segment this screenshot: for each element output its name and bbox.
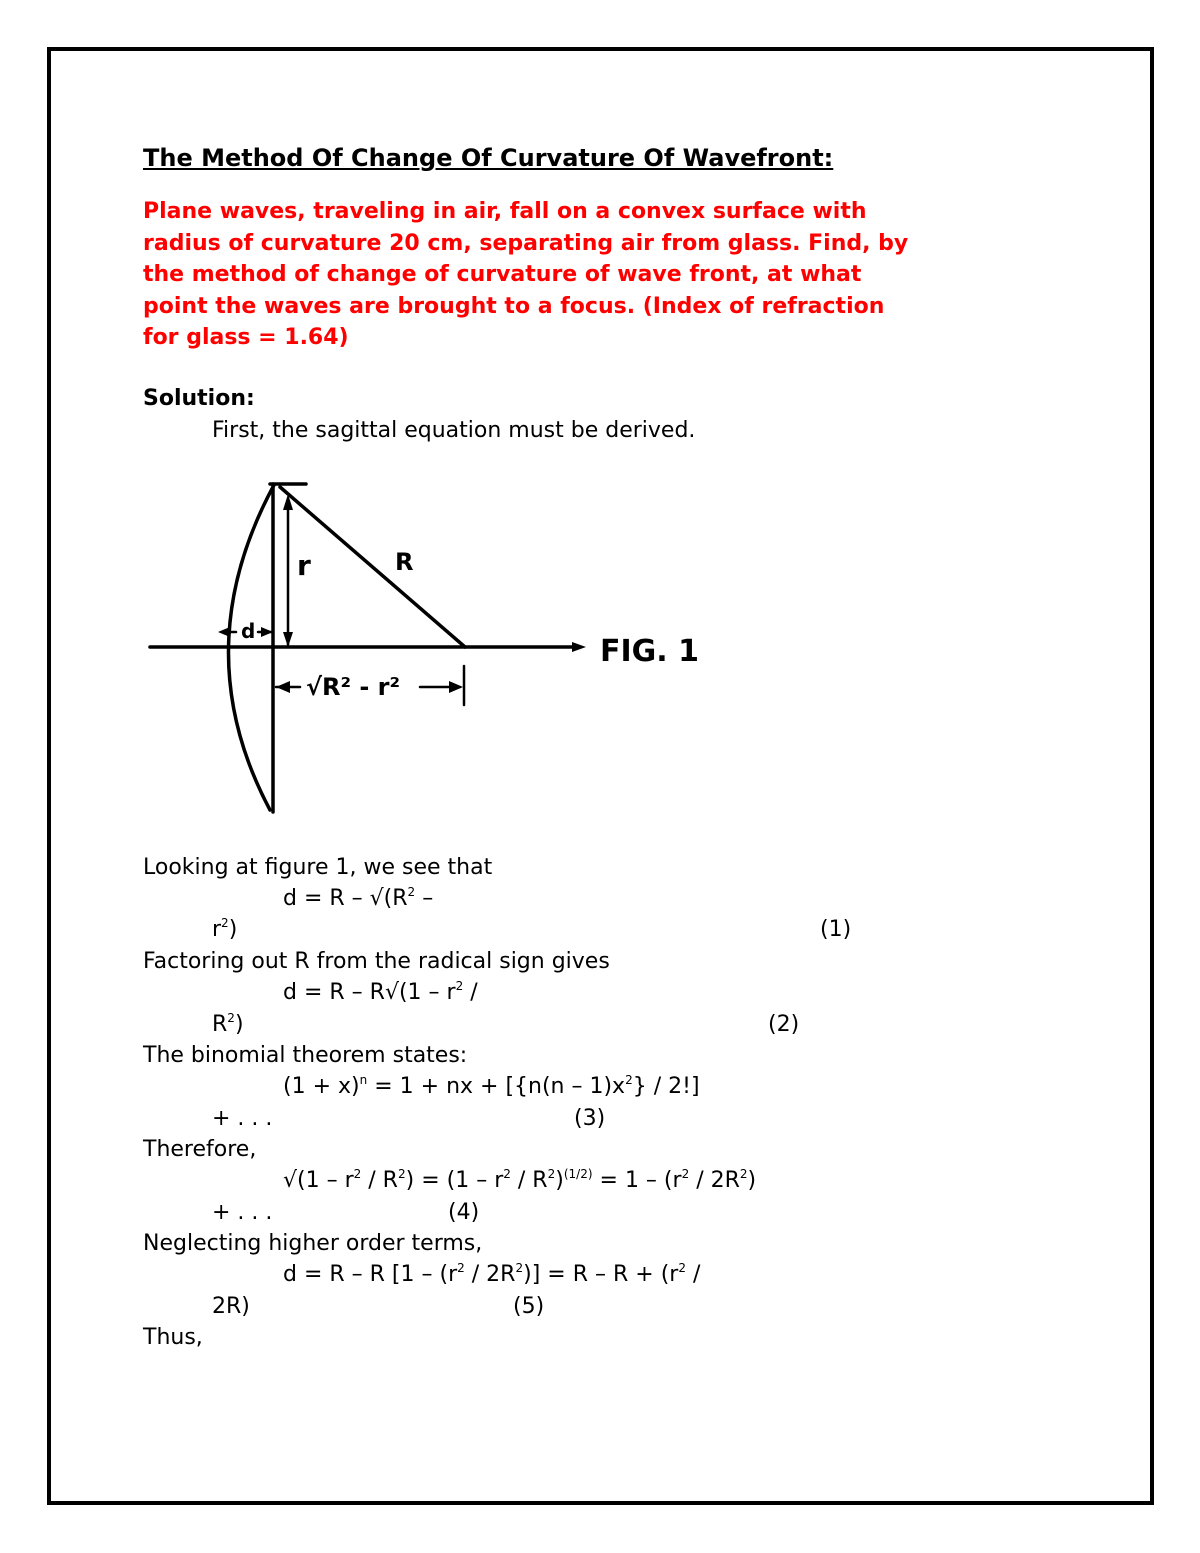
problem-line: Plane waves, traveling in air, fall on a convex surface with <box>143 199 867 224</box>
equation-2-continued: $R^2$) <box>212 1011 244 1037</box>
label-R: R <box>395 548 414 576</box>
equation-5: d = R – R $[1 - (r^2 / 2R^2)] = R - R + (r^2$ / <box>283 1261 701 1287</box>
equation-2-number: (2) <box>768 1012 800 1037</box>
problem-line: point the waves are brought to a focus. (Index of refraction <box>143 293 885 319</box>
text-looking: Looking at figure 1, we see that <box>143 855 493 880</box>
equation-5-number: (5) <box>513 1294 545 1319</box>
d-arrowhead-right <box>261 627 273 637</box>
equation-5-continued: 2R) <box>212 1294 250 1319</box>
equation-3: $(1 + x)^n = 1$ + nx + $[\{n(n - 1)x^2\} / 2!]$ <box>283 1073 700 1099</box>
label-d: d <box>241 619 256 643</box>
problem-line: for glass = 1.64) <box>143 325 349 350</box>
label-r: r <box>297 549 311 582</box>
text-neglecting: Neglecting higher order terms, <box>143 1231 483 1256</box>
equation-2: $d = R - R√(1 - r^2$ / <box>283 979 478 1005</box>
equation-4: $√(1 - r^2 / R^2) = (1 - r^2 / R^2)^{(1/2)} = 1 - (r^2 / 2R^2)$ <box>283 1167 757 1193</box>
text-binomial: The binomial theorem states: <box>143 1043 468 1068</box>
sqrt-arrowhead-right <box>449 681 463 693</box>
text-thus: Thus, <box>143 1325 203 1350</box>
document-title: The Method Of Change Of Curvature Of Wavefront: <box>143 144 834 172</box>
text-factoring: Factoring out R from the radical sign gives <box>143 949 610 974</box>
r-arrowhead-down <box>283 632 293 647</box>
figure-1-diagram <box>140 470 700 820</box>
sqrt-arrowhead-left <box>276 681 290 693</box>
equation-1-number: (1) <box>820 917 852 942</box>
equation-4-number: (4) <box>448 1200 480 1225</box>
problem-statement <box>143 196 983 354</box>
solution-intro: First, the sagittal equation must be derived. <box>212 418 696 443</box>
equation-1: $d = R - √(R^2$ – <box>283 885 434 911</box>
equation-3-number: (3) <box>574 1106 606 1131</box>
text-therefore: Therefore, <box>143 1137 257 1162</box>
equation-3-continued: + . . . <box>212 1106 273 1131</box>
axis-arrowhead <box>572 642 586 652</box>
label-sqrt: √R² - r² <box>306 673 401 701</box>
solution-label: Solution: <box>143 386 255 411</box>
equation-1-continued: $r^2$) <box>212 916 238 942</box>
d-arrowhead-left <box>218 627 230 637</box>
problem-line: radius of curvature 20 cm, separating air from glass. Find, by <box>143 230 909 256</box>
problem-line: the method of change of curvature of wave front, at what <box>143 262 862 287</box>
figure-caption: FIG. 1 <box>600 634 699 669</box>
equation-4-continued: + . . . <box>212 1200 273 1225</box>
